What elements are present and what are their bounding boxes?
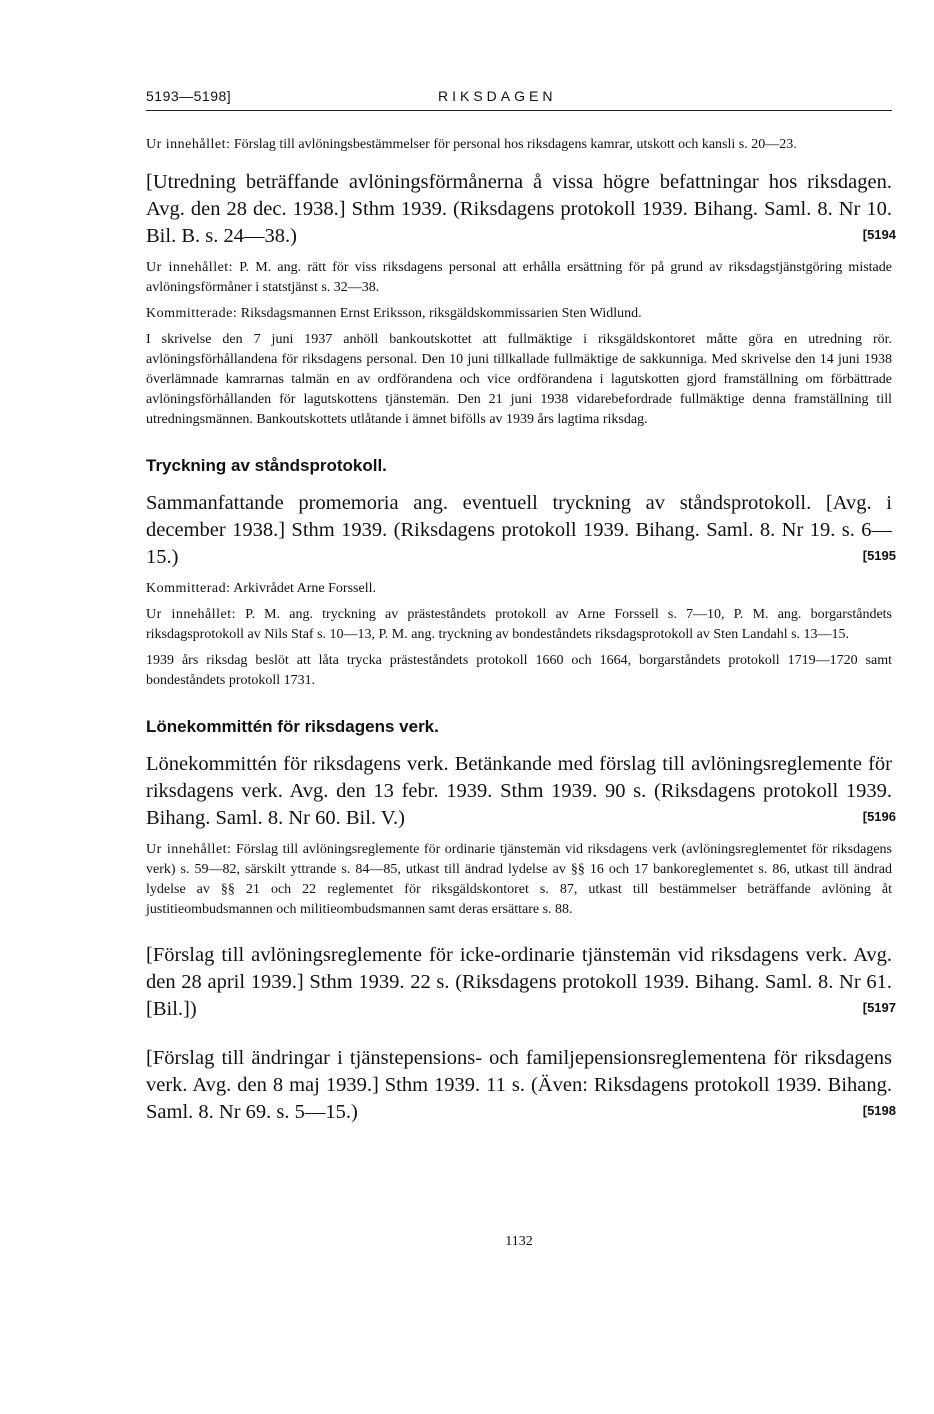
contents-note: Ur innehållet: Förslag till avlöningsreglemente för ordinarie tjänstemän vid riksdagens verk (avlöningsreglementet för riksdagens verk) s. 59—82, särskilt yttrande s. 84—85, utkast till ändrad lydelse av §§ 16 och 17 bankoreglementet s. 86, utkast till ändrad lydelse av §§ 21 och 22 reglementet för riksgäldskontoret s. 87, utkast till bestämmelser beträffande avlöning åt justitieombudsmannen och militieombudsmannen samt deras ersättare s. 88. bbox=[146, 842, 892, 917]
entry-5197: [Förslag till avlöningsreglemente för icke-ordinarie tjänstemän vid riksdagens verk. Avg. den 28 april 1939.] Sthm 1939. 22 s. (Riksdagens protokoll 1939. Bihang. Saml. 8. Nr 61. [Bil.]) [5197 bbox=[146, 944, 896, 1020]
section-heading: Tryckning av ståndsprotokoll. bbox=[146, 456, 387, 475]
section-heading: Lönekommittén för riksdagens verk. bbox=[146, 717, 439, 736]
entry-5196: Lönekommittén för riksdagens verk. Betänkande med förslag till avlöningsreglemente för riksdagens verk. Avg. den 13 febr. 1939. Sthm 1939. 90 s. (Riksdagens protokoll 1939. Bihang. Saml. 8. Nr 60. Bil. V.) [5196 bbox=[146, 753, 896, 829]
contents-note: Ur innehållet: Förslag till avlöningsbestämmelser för personal hos riksdagens kamrar, utskott och kansli s. 20—23. bbox=[146, 137, 797, 152]
entry-number: [5194 bbox=[862, 227, 896, 242]
contents-note: Ur innehållet: P. M. ang. tryckning av prästeståndets protokoll av Arne Forssell s. 7—10, P. M. ang. borgarståndets riksdagsprotokoll av Nils Staf s. 10—13, P. M. ang. tryckning av bondeståndets riksdagsprotokoll av Sten Landahl s. 13—15. bbox=[146, 607, 892, 642]
header-range: 5193—5198] bbox=[146, 88, 232, 104]
contents-note: Ur innehållet: P. M. ang. rätt för viss riksdagens personal att erhålla ersättning för på grund av riksdagstjänstgöring mistade avlöningsförmåner i statstjänst s. 32—38. bbox=[146, 260, 892, 295]
entry-5194: [Utredning beträffande avlöningsförmånerna å vissa högre befattningar hos riksdagen. Avg. den 28 dec. 1938.] Sthm 1939. (Riksdagens protokoll 1939. Bihang. Saml. 8. Nr 10. Bil. B. s. 24—38.) [5194 bbox=[146, 171, 896, 247]
document-page bbox=[146, 88, 896, 1249]
entry-number: [5198 bbox=[862, 1103, 896, 1118]
committee-note: Kommitterade: Riksdagsmannen Ernst Eriksson, riksgäldskommissarien Sten Widlund. bbox=[146, 306, 642, 321]
description-paragraph: I skrivelse den 7 juni 1937 anhöll bankoutskottet att fullmäktige i riksgäldskontoret måtte göra en utredning rör. avlöningsförhållandena för riksdagens personal. Den 10 juni tillkallade fullmäktige de sakkunniga. Med skrivelse den 14 juni 1938 överlämnade kamrarnas talmän en av ordförandena och vice ordförandena i lagutskotten gjord framställning om förbättrade avlöningsförhållanden för lagutskottens tjänstemän. Den 21 juni 1938 vidarebefordrade fullmäktige denna framställning till utredningsmännen. Bankoutskottets utlåtande i ämnet bifölls av 1939 års lagtima riksdag. bbox=[146, 332, 892, 427]
entry-number: [5196 bbox=[862, 809, 896, 824]
committee-note: Kommitterad: Arkivrådet Arne Forssell. bbox=[146, 581, 376, 596]
header-title: RIKSDAGEN bbox=[438, 88, 557, 104]
entry-number: [5197 bbox=[862, 1000, 896, 1015]
running-header bbox=[146, 88, 892, 111]
description-paragraph: 1939 års riksdag beslöt att låta trycka prästeståndets protokoll 1660 och 1664, borgarståndets protokoll 1719—1720 samt bondeståndets protokoll 1731. bbox=[146, 653, 892, 688]
entry-5195: Sammanfattande promemoria ang. eventuell tryckning av ståndsprotokoll. [Avg. i december 1938.] Sthm 1939. (Riksdagens protokoll 1939. Bihang. Saml. 8. Nr 19. s. 6—15.) [5195 bbox=[146, 492, 896, 568]
page-number: 1132 bbox=[505, 1234, 533, 1249]
entry-5198: [Förslag till ändringar i tjänstepensions- och familjepensionsreglementena för riksdagens verk. Avg. den 8 maj 1939.] Sthm 1939. 11 s. (Även: Riksdagens protokoll 1939. Bihang. Saml. 8. Nr 69. s. 5—15.) [5198 bbox=[146, 1047, 896, 1123]
entry-number: [5195 bbox=[862, 548, 896, 563]
